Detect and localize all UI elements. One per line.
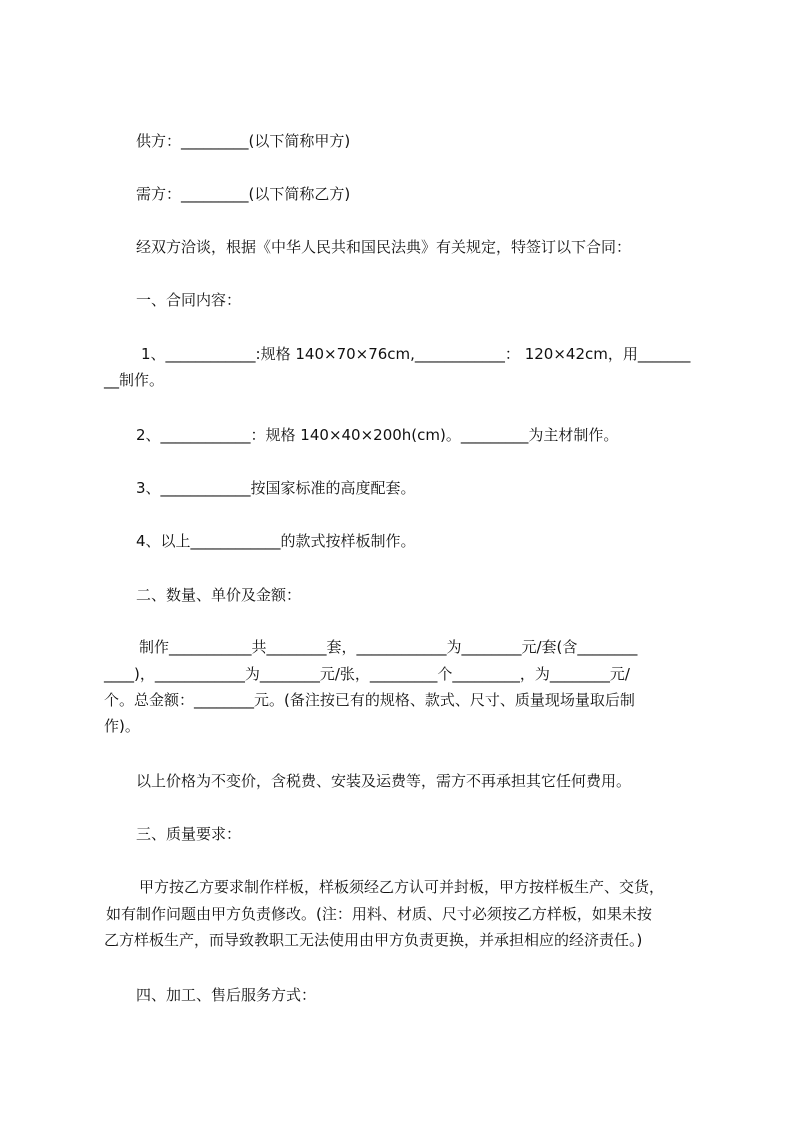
quantity-line-1: 制作___________共________套，____________为________元/套(含________ xyxy=(139,638,638,656)
section-3-heading: 三、质量要求： xyxy=(136,825,242,843)
clause-4: 4、以上____________的款式按样板制作。 xyxy=(136,532,416,550)
quantity-line-2: ____)，____________为________元/张，_________个_________，为________元/ xyxy=(104,665,630,683)
section-1-heading: 一、合同内容： xyxy=(136,291,242,309)
quality-line-2: 如有制作问题由甲方负责修改。(注：用料、材质、尺寸必须按乙方样板，如果未按 xyxy=(106,905,652,923)
intro-line: 经双方洽谈，根据《中华人民共和国民法典》有关规定，特签订以下合同： xyxy=(136,238,632,256)
price-note: 以上价格为不变价，含税费、安装及运费等，需方不再承担其它任何费用。 xyxy=(136,772,632,790)
quantity-line-4: 作)。 xyxy=(104,717,140,735)
clause-3: 3、____________按国家标准的高度配套。 xyxy=(136,479,416,497)
clause-1-line-2: __制作。 xyxy=(104,371,165,389)
section-2-heading: 二、数量、单价及金额： xyxy=(136,586,302,604)
clause-1-line-1: 1、____________:规格 140×70×76cm,____________： 120×42cm，用_______ xyxy=(141,345,691,363)
clause-2: 2、____________：规格 140×40×200h(cm)。_________为主材制作。 xyxy=(136,426,619,444)
quality-line-1: 甲方按乙方要求制作样板，样板须经乙方认可并封板，甲方按样板生产、交货， xyxy=(139,878,665,896)
supplier-line: 供方：_________(以下简称甲方) xyxy=(136,132,351,150)
quantity-line-3: 个。总金额：________元。(备注按已有的规格、款式、尺寸、质量现场量取后制 xyxy=(104,691,635,709)
quality-line-3: 乙方样板生产，而导致教职工无法使用由甲方负责更换，并承担相应的经济责任。) xyxy=(104,931,643,949)
buyer-line: 需方：_________(以下简称乙方) xyxy=(136,185,351,203)
section-4-heading: 四、加工、售后服务方式： xyxy=(136,986,317,1004)
